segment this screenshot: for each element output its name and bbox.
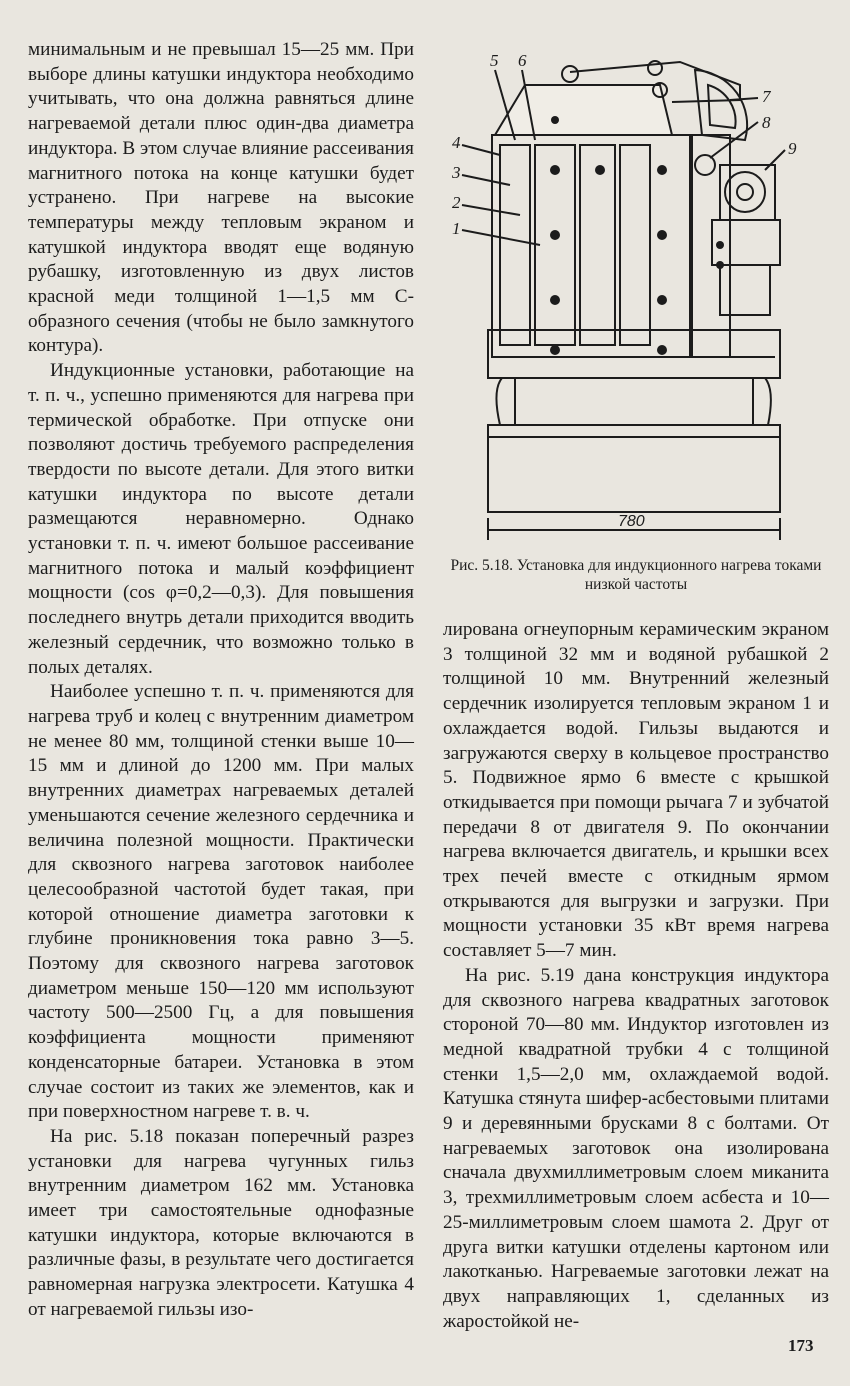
right-text-column: [443, 618, 829, 1334]
paragraph: Индукционные установки, работающие на т. п. ч., успешно применяются для нагрева при термической обработке. При отпуске они позволяют достичь требуемого распределения твердости по высоте детали. Для этого витки катушки индуктора по высоте детали размещаются неравномерно. Однако установки т. п. ч. имеют большое рассеивание магнитного потока и малый коэффициент мощности (cos φ=0,2—0,3). Для повышения последнего внутрь детали приходится вводить железный сердечник, что возможно только в полых деталях.: [28, 360, 414, 678]
label-7: 7: [762, 87, 771, 106]
left-text-column: [28, 38, 414, 1323]
page-number: 173: [788, 1336, 814, 1355]
figure-caption: Рис. 5.18. Установка для индукционного нагрева токами низкой частоты: [450, 557, 822, 593]
paragraph: На рис. 5.18 показан поперечный разрез установки для нагрева чугунных гильз внутренним диаметром 162 мм. Установка имеет три самостоятельные однофазные катушки индуктора, которые включаются в различные фазы, в результате чего достигается равномерная нагрузка электросети. Катушка 4 от нагреваемой гильзы изо-: [28, 1125, 414, 1320]
paragraph: Наиболее успешно т. п. ч. применяются для нагрева труб и колец с внутренним диаметром не менее 80 мм, толщиной стенки выше 10—15 мм и длиной до 1200 мм. При малых внутренних диаметрах нагреваемых деталей уменьшаются сечение железного сердечника и величина полезной мощности. Практически для сквозного нагрева заготовок наиболее целесообразной частотой будет такая, при которой отношение диаметра заготовки к глубине проникновения тока равно 3—5. Поэтому для сквозного нагрева заготовок диаметром меньше 150—120 мм используют частоту 500—2500 Гц, а для повышения коэффициента мощности применяют конденсаторные батареи. Установка в этом случае состоит из таких же элементов, как и при поверхностном нагреве т. в. ч.: [28, 681, 414, 1123]
label-9: 9: [788, 139, 797, 158]
paragraph: лирована огнеупорным керамическим экраном 3 толщиной 32 мм и водяной рубашкой 2 толщиной 10 мм. Внутренний железный сердечник изолируется тепловым экраном 1 и охлаждается водой. Гильзы выдаются и загружаются сверху в кольцевое пространство 5. Подвижное ярмо 6 вместе с крышкой откидывается при помощи рычага 7 и зубчатой передачи 8 от двигателя 9. По окончании нагрева включается двигатель, и крышки всех трех печей вместе с откидным ярмом открываются для выгрузки и загрузки. При мощности установки 35 кВт время нагрева составляет 5—7 мин.: [443, 619, 829, 962]
label-1: 1: [452, 219, 461, 238]
label-5: 5: [490, 51, 499, 70]
installation-drawing: [440, 40, 832, 550]
paragraph: минимальным и не превышал 15—25 мм. При выборе длины катушки индуктора необходимо учитывать, что она должна равняться длине нагреваемой детали плюс один-два диаметра индуктора. В этом случае влияние рассеивания магнитного потока на конце катушки будет устранено. При нагреве на высокие температуры между тепловым экраном и катушкой индуктора вводят еще водяную рубашку, изготовленную из двух листов красной меди толщиной 1—1,5 мм С-образного сечения (чтобы не было замкнутого контура).: [28, 39, 414, 357]
dimension-label: 780: [618, 513, 645, 530]
label-4: 4: [452, 133, 461, 152]
label-8: 8: [762, 113, 771, 132]
figure-5-18: [440, 40, 832, 550]
label-2: 2: [452, 193, 461, 212]
label-6: 6: [518, 51, 527, 70]
paragraph: На рис. 5.19 дана конструкция индуктора для сквозного нагрева квадратных заготовок стороной 70—80 мм. Индуктор изготовлен из медной квадратной трубки 4 с толщиной стенки 1,5—2,0 мм, охлаждаемой водой. Катушка стянута шифер-асбестовыми плитами 9 и деревянными брусками 8 с болтами. От нагреваемых заготовок она изолирована сначала двухмиллиметровым слоем миканита 3, трехмиллиметровым слоем асбеста и 10—25-миллиметровым слоем шамота 2. Друг от друга витки катушки отделены картоном или лакотканью. Нагреваемые заготовки лежат на двух направляющих 1, сделанных из жаростойкой не-: [443, 964, 829, 1332]
label-3: 3: [452, 163, 461, 182]
